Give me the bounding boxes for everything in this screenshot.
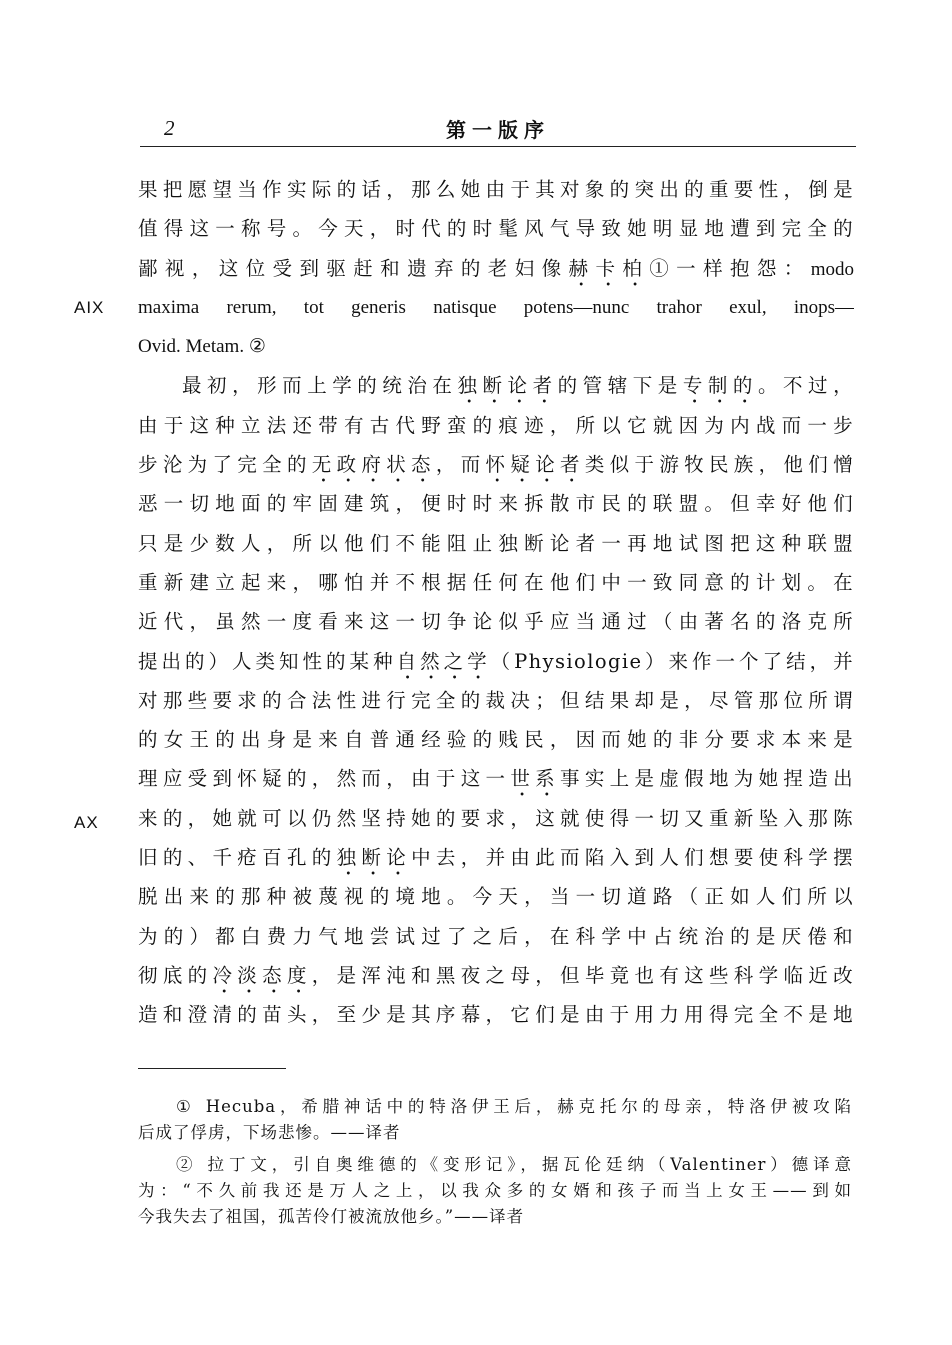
text-line: 重新建立起来，哪怕并不根据任何在他们中一致同意的计划。在 [138,570,854,594]
body-text [138,170,854,1035]
text-run: 步沦为了完全的 [138,453,312,477]
emphasized-term: 世系 [510,767,561,791]
latin-citation-line: Ovid. Metam. ② [138,336,266,358]
emphasized-term: 独断论 [336,846,412,870]
text-line: 只是少数人，所以他们不能阻止独断论者一再地试图把这种联盟 [138,531,854,555]
text-run: 的管辖下是 [557,374,683,398]
footnote-2-line: 为：“不久前我还是万人之上，以我众多的女婿和孩子而当上女王——到如 [138,1181,852,1200]
text-line: 造和澄清的苗头，至少是其序幕，它们是由于用力用得完全不是地 [138,1003,854,1027]
page-header [140,112,856,146]
text-line [138,956,854,995]
text-run: 中去，并由此而陷入到人们想要使科学摆 [411,846,854,870]
footnotes [138,1094,852,1230]
text-line [138,249,854,288]
text-line [138,366,854,405]
text-line: 对那些要求的合法性进行完全的裁决；但结果却是，尽管那位所谓 [138,688,854,712]
text-line [138,445,854,484]
text-line [138,642,854,681]
emphasized-term: 冷淡态度 [212,963,312,987]
text-line: 果把愿望当作实际的话，那么她由于其对象的突出的重要性，倒是 [138,178,854,201]
text-line: 为的）都白费力气地尝试过了之后，在科学中占统治的是厌倦和 [138,924,854,948]
text-run: 类似于游牧民族，他们憎 [584,453,854,477]
text-run: 鄙视，这位受到驱赶和遗弃的老妇像 [138,256,569,280]
text-run: 。不过， [757,374,854,398]
emphasized-term: 独断论者 [457,374,558,398]
margin-note-aix: AIX [74,298,105,317]
header-rule [140,146,856,147]
text-run: ①一样抱怨： [649,256,811,280]
page-number: 2 [164,116,175,140]
text-run: ，是浑沌和黑夜之母，但毕竟也有这些科学临近改 [311,963,854,987]
text-line: 来的，她就可以仍然坚持她的要求，这就使得一切又重新坠入那陈 [138,806,854,830]
text-line: 恶一切地面的牢固建筑，便时时来拆散市民的联盟。但幸好他们 [138,492,854,516]
text-run: 提出的）人类知性的某种 [138,649,397,673]
emphasized-term: 自然之学 [396,649,491,673]
text-line: 近代，虽然一度看来这一切争论似乎应当通过（由著名的洛克所 [138,610,854,634]
text-line: 的女王的出身是来自普通经验的贱民，因而她的非分要求本来是 [138,728,854,752]
footnote-2-line: 今我失去了祖国，孤苦伶仃被流放他乡。”——译者 [138,1207,525,1226]
text-line [138,759,854,798]
text-run: 旧的、千疮百孔的 [138,846,337,870]
emphasized-term: 无政府状态 [311,453,436,477]
text-line: 由于这种立法还带有古代野蛮的痕迹，所以它就因为内战而一步 [138,413,854,437]
text-run: 最初，形而上学的统治在 [182,374,458,398]
latin-text: modo [810,258,854,280]
running-title: 第一版序 [446,118,550,142]
text-line [138,838,854,877]
text-run: 理应受到怀疑的，然而，由于这一 [138,767,511,791]
latin-quote-line: maxima rerum, tot generis natisque potens—nunc trahor exul, inops— [138,296,854,318]
footnote-1-line: ① Hecuba，希腊神话中的特洛伊王后，赫克托尔的母亲，特洛伊被攻陷 [176,1097,852,1116]
text-line: 脱出来的那种被蔑视的境地。今天，当一切道路（正如人们所以 [138,885,854,909]
footnote-rule [138,1068,286,1069]
text-run: 事实上是虚假地为她捏造出 [560,767,854,791]
text-line: 值得这一称号。今天，时代的时髦风气导致她明显地遭到完全的 [138,217,854,241]
emphasized-term: 专制的 [682,374,758,398]
text-run: ，而 [435,453,486,477]
margin-note-ax: AX [74,813,99,832]
text-run: （Physiologie）来作一个了结，并 [490,649,854,673]
footnote-1-line: 后成了俘虏，下场悲惨。——译者 [138,1123,401,1142]
emphasized-term: 怀疑论者 [485,453,585,477]
text-run: 彻底的 [138,963,213,987]
emphasized-term: 赫卡柏 [568,256,650,280]
footnote-2-line: ② 拉丁文，引自奥维德的《变形记》，据瓦伦廷纳（Valentiner）德译意 [176,1155,852,1174]
